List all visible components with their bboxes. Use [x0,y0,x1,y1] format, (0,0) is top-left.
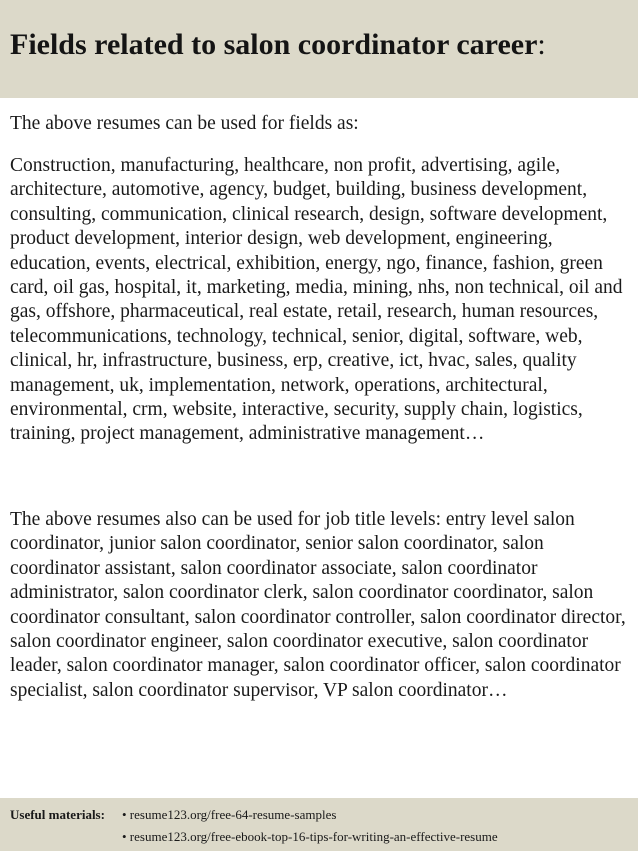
page-title [10,28,546,62]
page-title-colon: : [537,28,546,61]
page-title-text: Fields related to salon coordinator career [10,28,538,61]
job-levels-paragraph: The above resumes also can be used for job title levels: entry level salon coordinator, junior salon coordinator, senior salon coordinator, salon coordinator assistant, salon coordinator associate, salon coordinator administrator, salon coordinator clerk, salon coordinator coordinator, salon coordinator consultant, salon coordinator controller, salon coordinator director, salon coordinator engineer, salon coordinator executive, salon coordinator leader, salon coordinator manager, salon coordinator officer, salon coordinator specialist, salon coordinator supervisor, VP salon coordinator… [10,509,626,701]
fields-paragraph: Construction, manufacturing, healthcare, non profit, advertising, agile, architecture, automotive, agency, budget, building, business development, consulting, communication, clinical research, design, software development, product development, interior design, web development, engineering, education, events, electrical, exhibition, energy, ngo, finance, fashion, green card, oil gas, hospital, it, marketing, media, mining, nhs, non technical, oil and gas, offshore, pharmaceutical, real estate, retail, research, human resources, telecommunications, technology, technical, senior, digital, software, web, clinical, hr, infrastructure, business, erp, creative, ict, hvac, sales, quality management, uk, implementation, network, operations, architectural, environmental, crm, website, interactive, security, supply chain, logistics, training, project management, administrative management… [10,155,623,445]
title-banner [0,0,638,98]
useful-materials-footer [0,798,638,851]
intro-text: The above resumes can be used for fields as: [10,113,359,134]
resume-tips-ebook-link[interactable]: • resume123.org/free-ebook-top-16-tips-for-writing-an-effective-resume [122,829,498,844]
resume-samples-link[interactable]: • resume123.org/free-64-resume-samples [122,807,337,822]
useful-materials-label: Useful materials: [10,807,105,822]
